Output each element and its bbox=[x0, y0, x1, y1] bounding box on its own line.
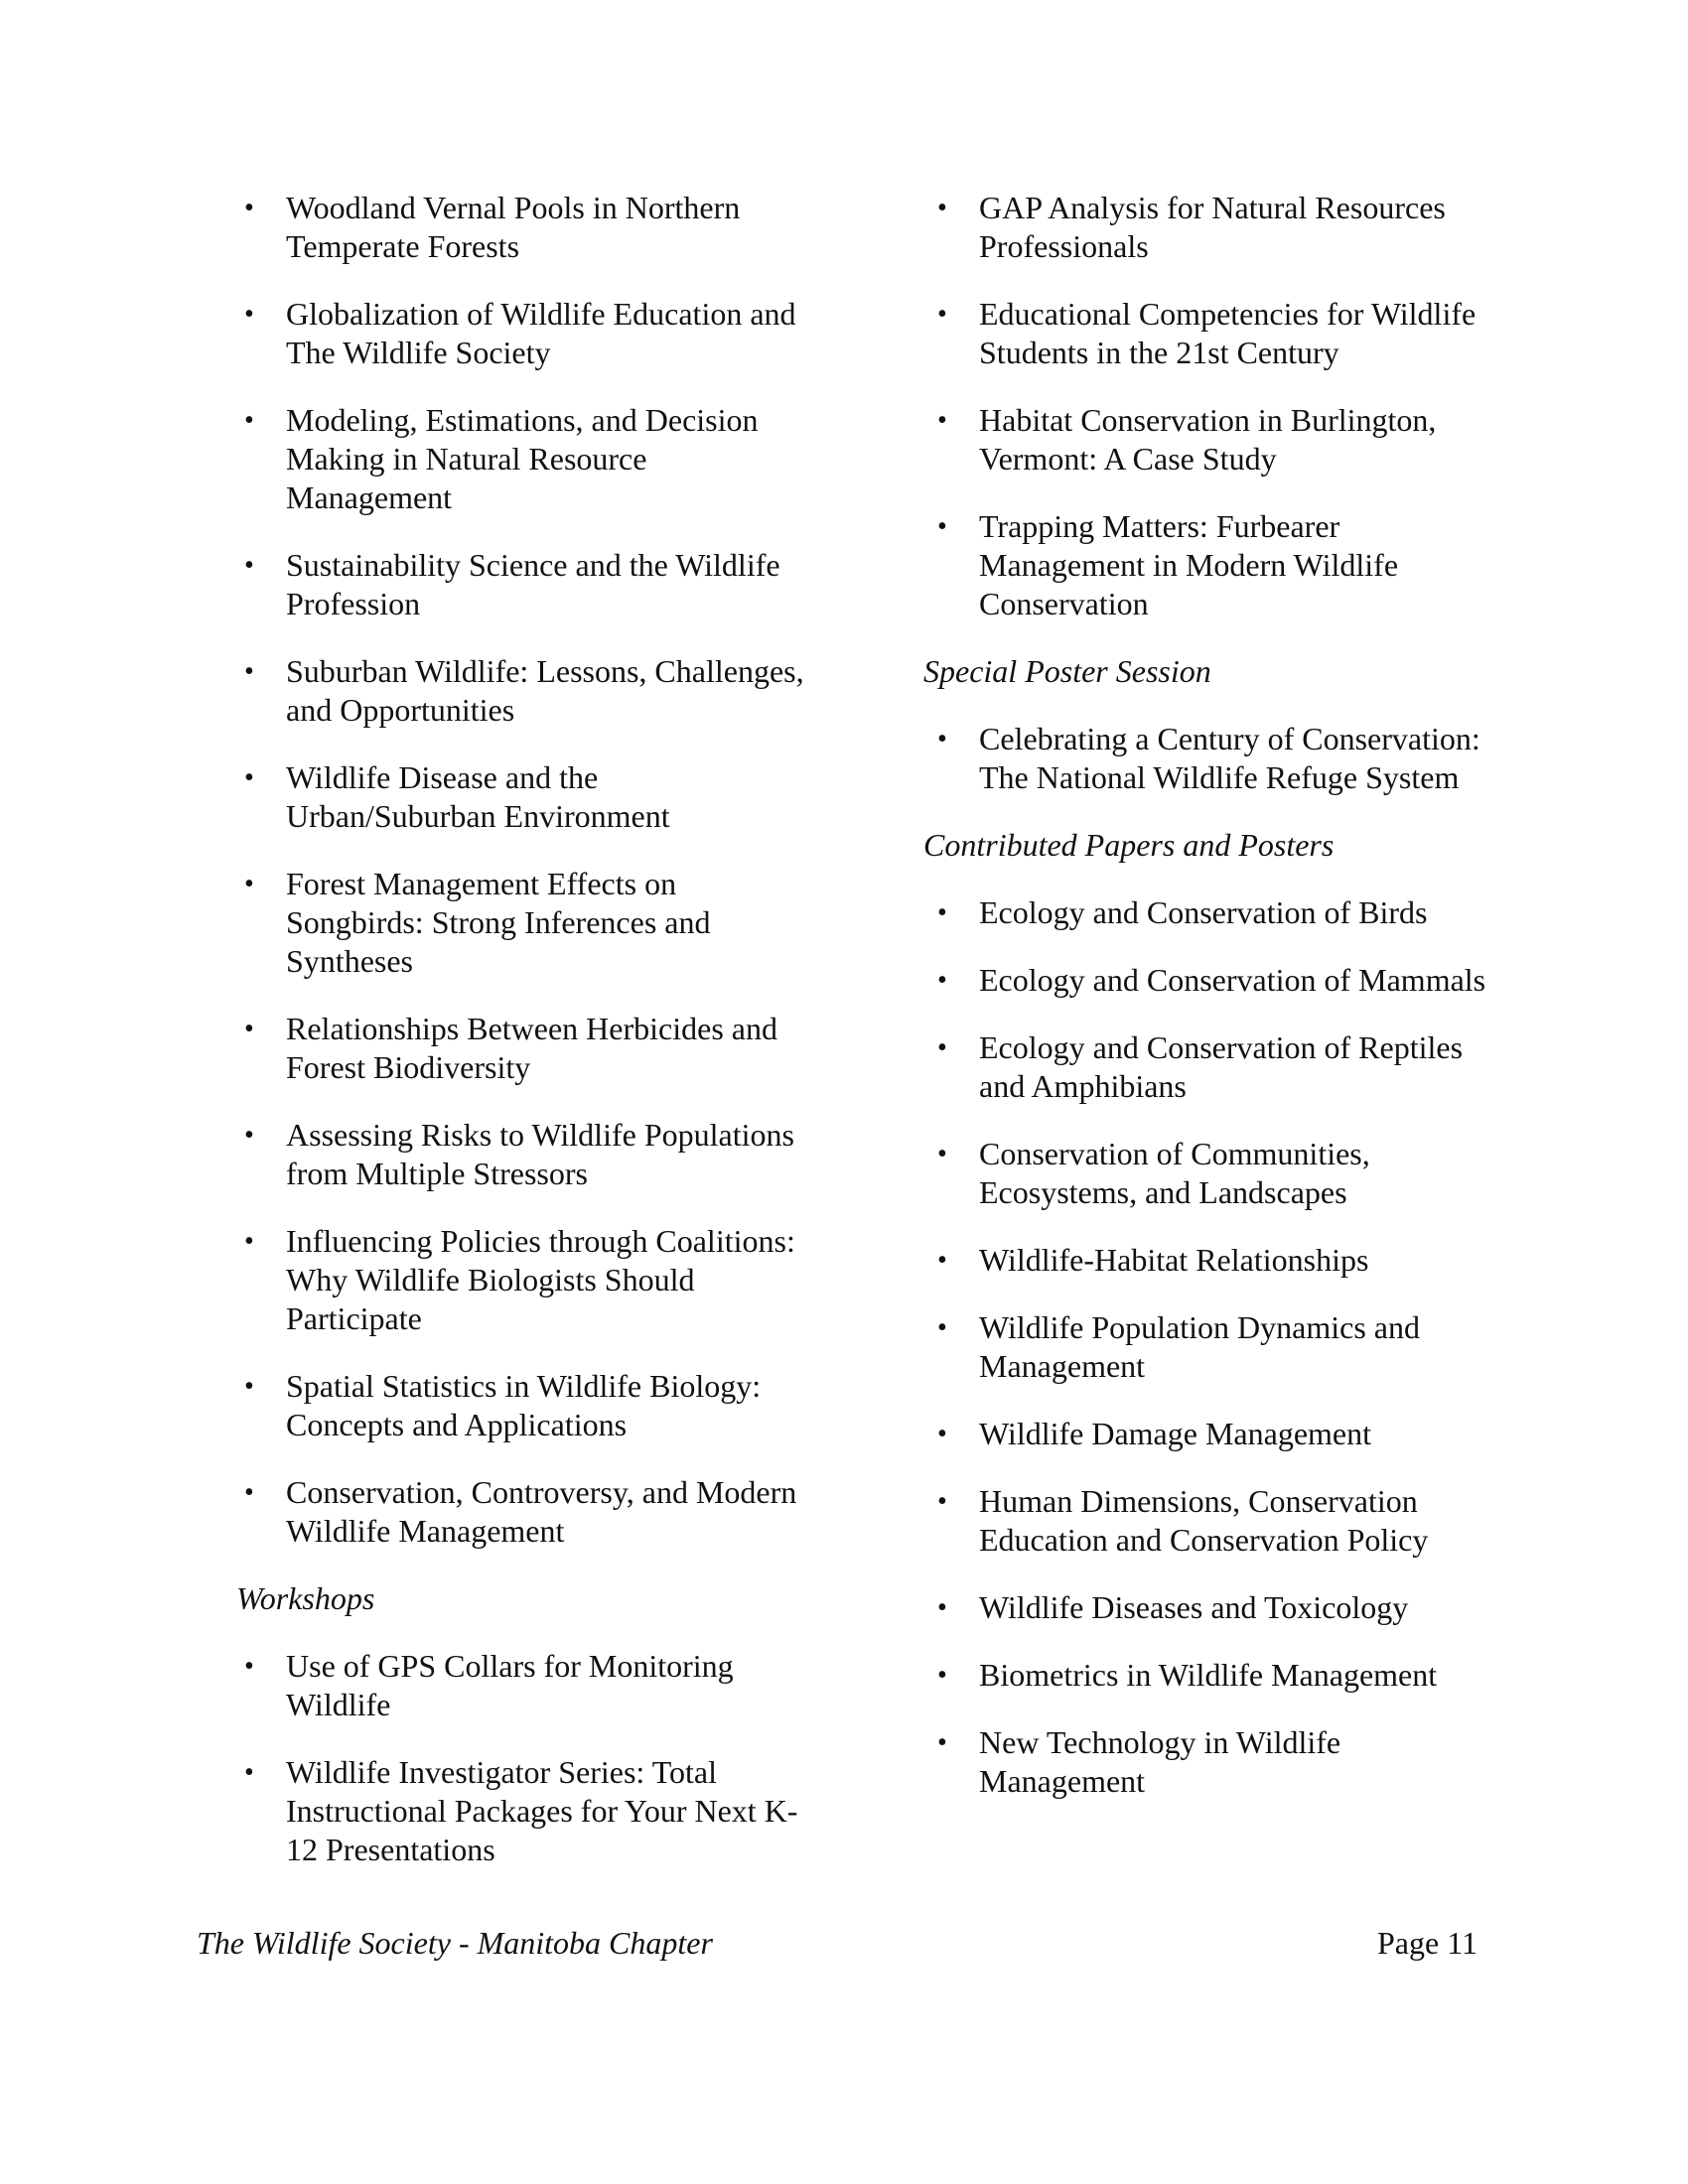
bullet-icon: • bbox=[937, 965, 947, 996]
poster-session-heading: Special Poster Session bbox=[923, 653, 1211, 689]
footer-organization: The Wildlife Society - Manitoba Chapter bbox=[197, 1925, 713, 1961]
list-item bbox=[230, 758, 806, 836]
contributed-text: Biometrics in Wildlife Management bbox=[979, 1657, 1438, 1693]
bullet-icon: • bbox=[937, 299, 947, 330]
list-item bbox=[923, 189, 1499, 266]
list-item bbox=[230, 189, 806, 266]
list-item bbox=[230, 1367, 806, 1444]
bullet-icon: • bbox=[937, 1727, 947, 1758]
list-item bbox=[923, 1656, 1499, 1695]
topic-text: Sustainability Science and the Wildlife Profession bbox=[286, 547, 780, 621]
topic-text: Assessing Risks to Wildlife Populations from Multiple Stressors bbox=[286, 1117, 794, 1191]
bullet-icon: • bbox=[244, 1014, 254, 1044]
list-item bbox=[923, 720, 1499, 797]
contributed-papers-heading: Contributed Papers and Posters bbox=[923, 827, 1335, 863]
list-item bbox=[230, 865, 806, 981]
topic-text: Modeling, Estimations, and Decision Making in Natural Resource Management bbox=[286, 402, 759, 515]
list-item bbox=[230, 1473, 806, 1551]
contributed-text: Wildlife Damage Management bbox=[979, 1416, 1371, 1451]
bullet-icon: • bbox=[937, 1592, 947, 1623]
bullet-icon: • bbox=[937, 1312, 947, 1343]
contributed-text: Human Dimensions, Conservation Education and Conservation Policy bbox=[979, 1483, 1429, 1558]
bullet-icon: • bbox=[937, 193, 947, 223]
list-item bbox=[923, 893, 1499, 932]
bullet-icon: • bbox=[244, 299, 254, 330]
topic-text: GAP Analysis for Natural Resources Professionals bbox=[979, 190, 1446, 264]
contributed-text: Wildlife Population Dynamics and Management bbox=[979, 1309, 1420, 1384]
list-item bbox=[230, 401, 806, 517]
topic-text: Influencing Policies through Coalitions: Why Wildlife Biologists Should Participate bbox=[286, 1223, 795, 1336]
list-item bbox=[230, 1116, 806, 1193]
bullet-icon: • bbox=[244, 1120, 254, 1151]
bullet-icon: • bbox=[937, 1486, 947, 1517]
workshops-heading: Workshops bbox=[236, 1580, 375, 1616]
bullet-icon: • bbox=[244, 1651, 254, 1682]
topic-text: Habitat Conservation in Burlington, Vermont: A Case Study bbox=[979, 402, 1437, 477]
topic-text: Spatial Statistics in Wildlife Biology: Concepts and Applications bbox=[286, 1368, 762, 1442]
bullet-icon: • bbox=[937, 897, 947, 928]
bullet-icon: • bbox=[244, 762, 254, 793]
topic-text: Conservation, Controversy, and Modern Wildlife Management bbox=[286, 1474, 797, 1549]
contributed-text: Ecology and Conservation of Reptiles and Amphibians bbox=[979, 1029, 1464, 1104]
list-item bbox=[230, 295, 806, 372]
bullet-icon: • bbox=[937, 1139, 947, 1169]
list-item bbox=[923, 1723, 1499, 1801]
left-topics-list bbox=[230, 189, 806, 1551]
bullet-icon: • bbox=[937, 511, 947, 542]
contributed-text: New Technology in Wildlife Management bbox=[979, 1724, 1341, 1799]
bullet-icon: • bbox=[244, 1477, 254, 1508]
list-item bbox=[230, 1647, 806, 1724]
workshops-list bbox=[230, 1647, 806, 1869]
list-item bbox=[923, 1588, 1499, 1627]
contributed-text: Wildlife-Habitat Relationships bbox=[979, 1242, 1369, 1278]
poster-text: Celebrating a Century of Conservation: The National Wildlife Refuge System bbox=[979, 721, 1480, 795]
bullet-icon: • bbox=[937, 724, 947, 754]
right-topics-list bbox=[923, 189, 1499, 623]
left-column bbox=[230, 189, 806, 1898]
topic-text: Wildlife Disease and the Urban/Suburban Environment bbox=[286, 759, 670, 834]
list-item bbox=[923, 507, 1499, 623]
workshop-text: Wildlife Investigator Series: Total Instructional Packages for Your Next K-12 Presentations bbox=[286, 1754, 798, 1867]
topic-text: Trapping Matters: Furbearer Management in Modern Wildlife Conservation bbox=[979, 508, 1399, 621]
list-item bbox=[923, 1241, 1499, 1280]
workshop-text: Use of GPS Collars for Monitoring Wildlife bbox=[286, 1648, 734, 1722]
topic-text: Forest Management Effects on Songbirds: Strong Inferences and Syntheses bbox=[286, 866, 711, 979]
list-item bbox=[923, 1415, 1499, 1453]
contributed-text: Ecology and Conservation of Mammals bbox=[979, 962, 1486, 998]
right-column bbox=[923, 189, 1499, 1830]
list-item bbox=[923, 401, 1499, 478]
list-item bbox=[923, 1308, 1499, 1386]
bullet-icon: • bbox=[244, 405, 254, 436]
bullet-icon: • bbox=[244, 1371, 254, 1402]
topic-text: Relationships Between Herbicides and Forest Biodiversity bbox=[286, 1011, 777, 1085]
list-item bbox=[230, 1753, 806, 1869]
contributed-text: Ecology and Conservation of Birds bbox=[979, 894, 1428, 930]
list-item bbox=[230, 652, 806, 730]
bullet-icon: • bbox=[244, 656, 254, 687]
bullet-icon: • bbox=[244, 1757, 254, 1788]
topic-text: Globalization of Wildlife Education and The Wildlife Society bbox=[286, 296, 796, 370]
poster-session-list bbox=[923, 720, 1499, 797]
bullet-icon: • bbox=[244, 193, 254, 223]
topic-text: Educational Competencies for Wildlife Students in the 21st Century bbox=[979, 296, 1477, 370]
bullet-icon: • bbox=[937, 405, 947, 436]
list-item bbox=[230, 546, 806, 623]
topic-text: Suburban Wildlife: Lessons, Challenges, and Opportunities bbox=[286, 653, 804, 728]
list-item bbox=[230, 1010, 806, 1087]
list-item bbox=[923, 961, 1499, 1000]
bullet-icon: • bbox=[244, 1226, 254, 1257]
list-item bbox=[923, 295, 1499, 372]
bullet-icon: • bbox=[244, 550, 254, 581]
contributed-text: Wildlife Diseases and Toxicology bbox=[979, 1589, 1409, 1625]
contributed-papers-list bbox=[923, 893, 1499, 1801]
list-item bbox=[923, 1482, 1499, 1560]
list-item bbox=[230, 1222, 806, 1338]
bullet-icon: • bbox=[937, 1660, 947, 1691]
bullet-icon: • bbox=[937, 1032, 947, 1063]
topic-text: Woodland Vernal Pools in Northern Temperate Forests bbox=[286, 190, 741, 264]
bullet-icon: • bbox=[244, 869, 254, 899]
page-number: Page 11 bbox=[1376, 1925, 1477, 1961]
contributed-text: Conservation of Communities, Ecosystems, and Landscapes bbox=[979, 1136, 1370, 1210]
bullet-icon: • bbox=[937, 1419, 947, 1449]
list-item bbox=[923, 1135, 1499, 1212]
bullet-icon: • bbox=[937, 1245, 947, 1276]
list-item bbox=[923, 1028, 1499, 1106]
